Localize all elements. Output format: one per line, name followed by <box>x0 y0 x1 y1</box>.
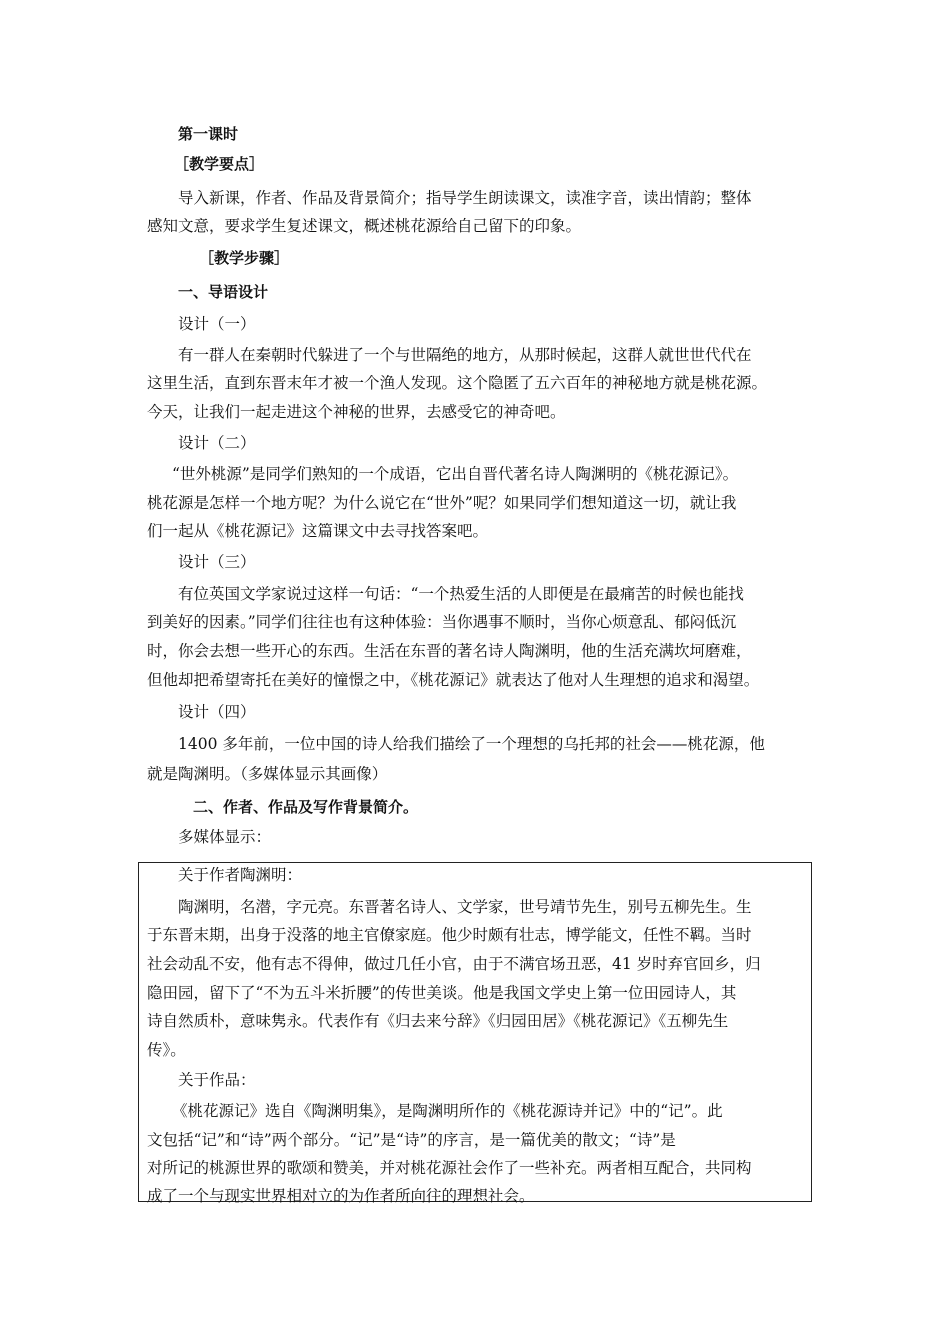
design2-line: “世外桃源”是同学们熟知的一个成语，它出自晋代著名诗人陶渊明的《桃花源记》。 <box>172 465 739 483</box>
design3-line: 有位英国文学家说过这样一句话：“一个热爱生活的人即便是在最痛苦的时候也能找 <box>178 585 744 603</box>
multimedia-label: 多媒体显示： <box>178 828 272 846</box>
work-line: 文包括“记”和“诗”两个部分。“记”是“诗”的序言，是一篇优美的散文；“诗”是 <box>147 1131 676 1149</box>
author-heading: 关于作者陶渊明： <box>178 866 303 884</box>
design3-label: 设计（三） <box>178 553 256 571</box>
lesson-title: 第一课时 <box>178 125 239 143</box>
section2-heading: 二、作者、作品及写作背景简介。 <box>193 798 419 816</box>
author-line: 社会动乱不安，他有志不得伸，做过几任小官，由于不满官场丑恶，41 岁时弃官回乡，归 <box>147 955 761 973</box>
design3-line: 到美好的因素。”同学们往往也有这种体验：当你遇事不顺时，当你心烦意乱、郁闷低沉 <box>147 613 737 631</box>
design3-line: 时，你会去想一些开心的东西。生活在东晋的著名诗人陶渊明，他的生活充满坎坷磨难， <box>147 642 752 660</box>
work-line: 成了一个与现实世界相对立的为作者所向往的理想社会。 <box>147 1187 535 1205</box>
section1-heading: 一、导语设计 <box>178 283 269 301</box>
author-line: 隐田园，留下了“不为五斗米折腰”的传世美谈。他是我国文学史上第一位田园诗人，其 <box>147 984 737 1002</box>
design1-line: 今天，让我们一起走进这个神秘的世界，去感受它的神奇吧。 <box>147 403 566 421</box>
design2-line: 们一起从《桃花源记》这篇课文中去寻找答案吧。 <box>147 522 489 540</box>
work-line: 对所记的桃源世界的歌颂和赞美，并对桃花源社会作了一些补充。两者相互配合，共同构 <box>147 1159 752 1177</box>
design2-label: 设计（二） <box>178 434 256 452</box>
design1-line: 有一群人在秦朝时代躲进了一个与世隔绝的地方，从那时候起，这群人就世世代代在 <box>178 346 752 364</box>
key-points-line: 导入新课，作者、作品及背景简介；指导学生朗读课文，读准字音，读出情韵；整体 <box>178 189 752 207</box>
steps-heading: ［教学步骤］ <box>199 249 290 267</box>
design4-line: 就是陶渊明。（多媒体显示其画像） <box>147 765 388 783</box>
key-points-line: 感知文意，要求学生复述课文，概述桃花源给自己留下的印象。 <box>147 217 582 235</box>
design1-label: 设计（一） <box>178 315 256 333</box>
work-heading: 关于作品： <box>178 1071 256 1089</box>
design4-label: 设计（四） <box>178 703 256 721</box>
author-line: 诗自然质朴，意味隽永。代表作有《归去来兮辞》《归园田居》《桃花源记》《五柳先生 <box>147 1012 729 1030</box>
design2-line: 桃花源是怎样一个地方呢？为什么说它在“世外”呢？如果同学们想知道这一切，就让我 <box>147 494 737 512</box>
design1-line: 这里生活，直到东晋末年才被一个渔人发现。这个隐匿了五六百年的神秘地方就是桃花源。 <box>147 374 768 392</box>
author-line: 传》。 <box>147 1041 186 1059</box>
author-line: 陶渊明，名潜，字元亮。东晋著名诗人、文学家，世号靖节先生，别号五柳先生。生 <box>178 898 752 916</box>
work-line: 《桃花源记》选自《陶渊明集》，是陶渊明所作的《桃花源诗并记》中的“记”。此 <box>172 1102 723 1120</box>
design4-line: 1400 多年前，一位中国的诗人给我们描绘了一个理想的乌托邦的社会——桃花源，他 <box>178 735 765 753</box>
key-points-heading: ［教学要点］ <box>174 155 265 173</box>
design3-line: 但他却把希望寄托在美好的憧憬之中，《桃花源记》就表达了他对人生理想的追求和渴望。 <box>147 671 760 689</box>
author-line: 于东晋末期，出身于没落的地主官僚家庭。他少时颇有壮志，博学能文，任性不羁。当时 <box>147 926 752 944</box>
